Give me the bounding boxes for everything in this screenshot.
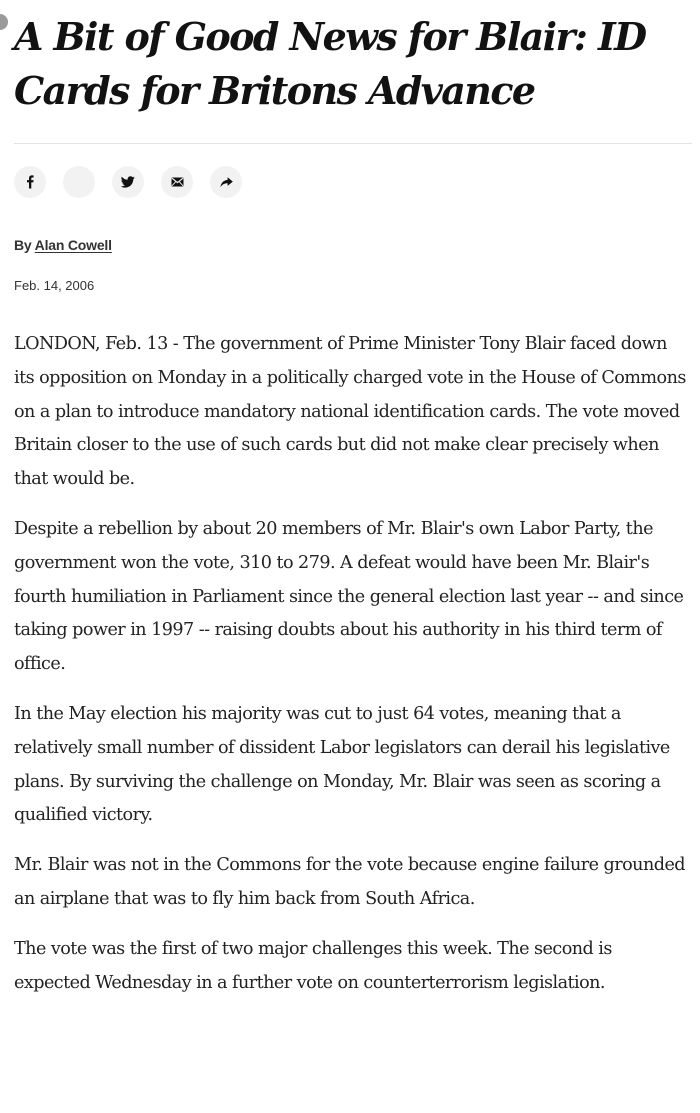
- more-share-button[interactable]: [210, 166, 242, 198]
- twitter-share-button[interactable]: [112, 166, 144, 198]
- publish-date: Feb. 14, 2006: [14, 278, 95, 293]
- article-body: [14, 328, 690, 1016]
- article-paragraph: LONDON, Feb. 13 - The government of Prime Minister Tony Blair faced down its opposition on Monday in a politically charged vote in the House of Commons on a plan to introduce mandatory national identification cards. The vote moved Britain closer to the use of such cards but did not make clear precisely when that would be.: [14, 334, 686, 490]
- header-divider: [14, 143, 692, 144]
- article-paragraph: The vote was the first of two major challenges this week. The second is expected Wednesday in a further vote on counterterrorism legislation.: [14, 938, 612, 993]
- edge-marker: [0, 14, 8, 30]
- byline: [14, 237, 112, 253]
- email-share-button[interactable]: [161, 166, 193, 198]
- twitter-icon: [121, 176, 135, 188]
- share-toolbar: [14, 166, 259, 198]
- facebook-icon: [24, 175, 36, 189]
- byline-prefix: By: [14, 237, 35, 253]
- blank-share-button[interactable]: [63, 166, 95, 198]
- author-link[interactable]: Alan Cowell: [34, 237, 112, 253]
- share-arrow-icon: [220, 177, 233, 188]
- email-icon: [171, 177, 184, 187]
- facebook-share-button[interactable]: [14, 166, 46, 198]
- article-paragraph: Despite a rebellion by about 20 members of Mr. Blair's own Labor Party, the government won the vote, 310 to 279. A defeat would have been Mr. Blair's fourth humiliation in Parliament since the general election last year -- and since taking power in 1997 -- raising doubts about his authority in his third term of office.: [14, 518, 684, 675]
- article-paragraph: Mr. Blair was not in the Commons for the vote because engine failure grounded an airplane that was to fly him back from South Africa.: [14, 855, 686, 909]
- article-paragraph: In the May election his majority was cut to just 64 votes, meaning that a relatively small number of dissident Labor legislators can derail his legislative plans. By surviving the challenge on Monday, Mr. Blair was seen as scoring a qualified victory.: [14, 703, 670, 826]
- article-headline: A Bit of Good News for Blair: ID Cards for Britons Advance: [14, 14, 646, 113]
